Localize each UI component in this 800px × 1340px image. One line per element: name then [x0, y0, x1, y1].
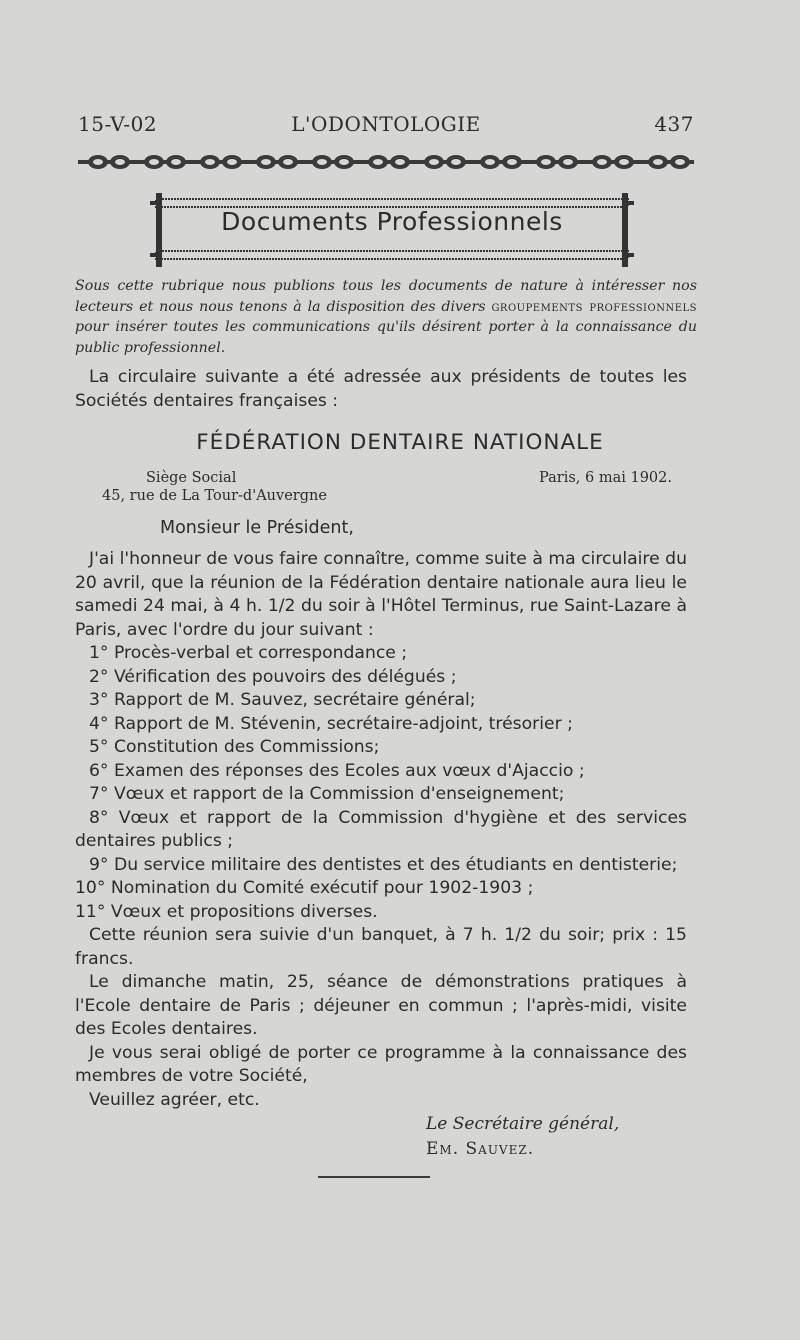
- header-date: 15-V-02: [78, 112, 158, 136]
- intro-text-1: Sous cette rubrique nous publions tous les documents de nature à intéresser nos lecteurs et nous nous tenons à la disposition des divers: [75, 278, 697, 315]
- agenda-list: [75, 642, 687, 924]
- place-date: Paris, 6 mai 1902.: [539, 470, 672, 486]
- signature-title: Le Secrétaire général,: [426, 1114, 620, 1134]
- agenda-item: 3° Rapport de M. Sauvez, secrétaire général;: [89, 690, 476, 710]
- address: 45, rue de La Tour-d'Auvergne: [102, 488, 327, 504]
- agenda-item: 10° Nomination du Comité exécutif pour 1902-1903 ;: [75, 878, 534, 898]
- agenda-item: 2° Vérification des pouvoirs des délégués ;: [89, 666, 457, 687]
- siege-label: Siège Social: [146, 470, 237, 486]
- closing-line: Veuillez agréer, etc.: [89, 1089, 260, 1110]
- section-title-frame: [150, 193, 634, 267]
- lead-text: La circulaire suivante a été adressée aux présidents de toutes les Sociétés dentaires françaises :: [75, 367, 687, 411]
- agenda-item: 8° Vœux et rapport de la Commission d'hygiène et des services dentaires publics ;: [75, 807, 687, 851]
- sunday-paragraph: Le dimanche matin, 25, séance de démonstrations pratiques à l'Ecole dentaire de Paris ; déjeuner en commun ; l'après-midi, visite des Ecoles dentaires.: [75, 972, 687, 1039]
- agenda-item: 6° Examen des réponses des Ecoles aux vœux d'Ajaccio ;: [89, 760, 585, 781]
- letter-body: [75, 548, 687, 1112]
- section-title: Documents Professionnels: [221, 207, 563, 236]
- agenda-item: 4° Rapport de M. Stévenin, secrétaire-adjoint, trésorier ;: [89, 713, 573, 734]
- agenda-item: 1° Procès-verbal et correspondance ;: [89, 643, 408, 663]
- request-paragraph: Je vous serai obligé de porter ce programme à la connaissance des membres de votre Société,: [75, 1042, 687, 1086]
- closing-rule: [318, 1176, 430, 1178]
- running-header: [78, 112, 694, 142]
- intro-text-2: pour insérer toutes les communications qu'ils désirent porter à la connaissance du public professionnel.: [75, 319, 697, 356]
- agenda-item: 5° Constitution des Commissions;: [89, 737, 380, 757]
- intro-smallcaps: groupements professionnels: [491, 298, 697, 315]
- agenda-item: 7° Vœux et rapport de la Commission d'enseignement;: [89, 784, 565, 804]
- header-page-number: 437: [654, 112, 694, 136]
- ornament-band: [78, 150, 694, 174]
- greeting: Monsieur le Président,: [160, 518, 354, 538]
- banquet-paragraph: Cette réunion sera suivie d'un banquet, à 7 h. 1/2 du soir; prix : 15 francs.: [75, 925, 687, 969]
- agenda-item: 11° Vœux et propositions diverses.: [75, 901, 378, 922]
- signature-name: Em. Sauvez.: [426, 1139, 535, 1159]
- letter-opening: J'ai l'honneur de vous faire connaître, comme suite à ma circulaire du 20 avril, que la réunion de la Fédération dentaire nationale aura lieu le samedi 24 mai, à 4 h. 1/2 du soir à l'Hôtel Terminus, rue Saint-Lazare à Paris, avec l'ordre du jour suivant :: [75, 549, 687, 640]
- federation-name: FÉDÉRATION DENTAIRE NATIONALE: [196, 430, 604, 455]
- lead-paragraph: [75, 366, 687, 413]
- agenda-item: 9° Du service militaire des dentistes et des étudiants en dentisterie;: [89, 854, 678, 875]
- header-journal-title: L'ODONTOLOGIE: [291, 112, 481, 136]
- section-intro: [75, 276, 697, 358]
